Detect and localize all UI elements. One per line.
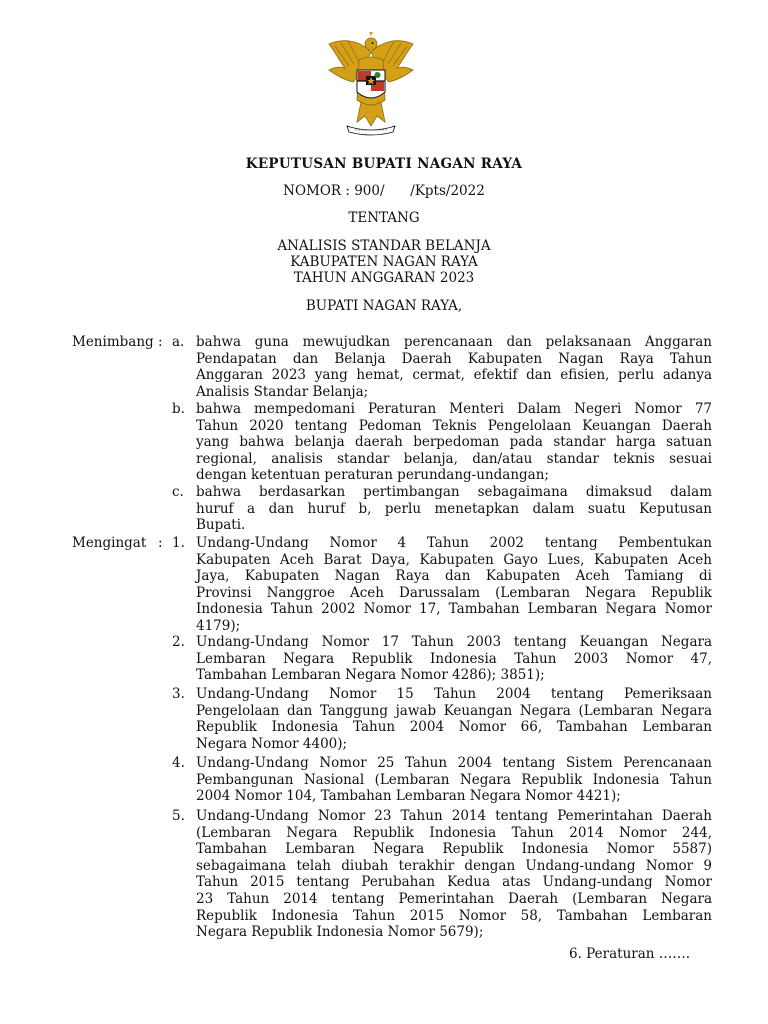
text-line: Undang-Undang Nomor 25 Tahun 2004 tentang Sistem Perencanaan: [196, 755, 712, 771]
item-marker: 1.: [172, 535, 185, 551]
item-text: [196, 634, 712, 684]
item-text: [196, 535, 712, 635]
mengingat-colon: :: [158, 535, 163, 551]
text-line: Jaya, Kabupaten Nagan Raya dan Kabupaten Aceh Tamiang di: [196, 568, 712, 585]
text-line: Pengelolaan dan Tanggung jawab Keuangan Negara (Lembaran Negara: [196, 702, 712, 719]
garuda-emblem: [321, 30, 421, 140]
item-marker: a.: [172, 334, 185, 350]
item-text: [196, 755, 712, 805]
text-line: Anggaran 2023 yang hemat, cermat, efektif dan efisien, perlu adanya: [196, 367, 712, 384]
item-marker: 5.: [172, 808, 185, 824]
text-line: Provinsi Nanggroe Aceh Darussalam (Lembaran Negara Republik: [196, 584, 712, 601]
text-line: bahwa guna mewujudkan perencanaan dan pelaksanaan Anggaran: [196, 334, 712, 350]
item-text: [196, 686, 712, 752]
text-line: Undang-Undang Nomor 17 Tahun 2003 tentang Keuangan Negara: [196, 634, 712, 650]
text-line: 4179);: [196, 617, 241, 634]
item-text: [196, 808, 712, 941]
text-line: Undang-Undang Nomor 4 Tahun 2002 tentang Pembentukan: [196, 535, 712, 551]
text-line: huruf a dan huruf b, perlu menetapkan dalam suatu Keputusan: [196, 500, 712, 517]
text-line: Pembangunan Nasional (Lembaran Negara Republik Indonesia Tahun: [196, 771, 712, 788]
text-line: Undang-Undang Nomor 23 Tahun 2014 tentang Pemerintahan Daerah: [196, 808, 712, 824]
item-marker: b.: [172, 401, 185, 417]
text-line: Republik Indonesia Tahun 2015 Nomor 58, Tambahan Lembaran: [196, 907, 712, 924]
item-marker: 4.: [172, 755, 185, 771]
text-line: 2004 Nomor 104, Tambahan Lembaran Negara Nomor 4421);: [196, 788, 621, 805]
item-marker: 2.: [172, 634, 185, 650]
text-line: (Lembaran Negara Republik Indonesia Tahun 2014 Nomor 244,: [196, 824, 712, 841]
document-title: KEPUTUSAN BUPATI NAGAN RAYA: [245, 156, 523, 172]
text-line: bahwa mempedomani Peraturan Menteri Dalam Negeri Nomor 77: [196, 401, 712, 417]
text-line: dengan ketentuan peraturan perundang-undangan;: [196, 467, 549, 484]
text-line: Bupati.: [196, 517, 246, 534]
text-line: 23 Tahun 2014 tentang Pemerintahan Daerah (Lembaran Negara: [196, 890, 712, 907]
menimbang-label: Menimbang: [72, 334, 154, 350]
text-line: Kabupaten Aceh Barat Daya, Kabupaten Gayo Lues, Kabupaten Aceh: [196, 551, 712, 568]
text-line: Analisis Standar Belanja;: [196, 383, 369, 400]
text-line: Republik Indonesia Tahun 2004 Nomor 66, Tambahan Lembaran: [196, 719, 712, 736]
item-text: [196, 334, 712, 400]
text-line: Tahun 2020 tentang Pedoman Teknis Pengelolaan Keuangan Daerah: [196, 417, 712, 434]
text-line: Lembaran Negara Republik Indonesia Tahun 2003 Nomor 47,: [196, 650, 712, 667]
continuation-note: 6. Peraturan …….: [569, 946, 691, 962]
text-line: sebagaimana telah diubah terakhir dengan Undang-undang Nomor 9: [196, 857, 712, 874]
text-line: Tahun 2015 tentang Perubahan Kedua atas Undang-undang Nomor: [196, 874, 712, 891]
text-line: Indonesia Tahun 2002 Nomor 17, Tambahan Lembaran Negara Nomor: [196, 601, 712, 618]
text-line: bahwa berdasarkan pertimbangan sebagaimana dimaksud dalam: [196, 484, 712, 500]
item-marker: 3.: [172, 686, 185, 702]
text-line: regional, analisis standar belanja, dan/atau standar teknis sesuai: [196, 450, 712, 467]
text-line: Negara Republik Indonesia Nomor 5679);: [196, 924, 484, 941]
issuer-heading: BUPATI NAGAN RAYA,: [305, 298, 463, 314]
item-marker: c.: [172, 484, 184, 500]
item-text: [196, 484, 712, 534]
mengingat-label: Mengingat: [72, 535, 147, 551]
document-number: NOMOR : 900/ /Kpts/2022: [283, 183, 485, 199]
subject-block: [0, 238, 768, 286]
text-line: yang bahwa belanja daerah berpedoman pada standar harga satuan: [196, 434, 712, 451]
text-line: Tambahan Lembaran Negara Nomor 4286); 3851);: [196, 667, 545, 684]
menimbang-colon: :: [158, 334, 163, 350]
subject-line-3: TAHUN ANGGARAN 2023: [293, 270, 475, 286]
text-line: Undang-Undang Nomor 15 Tahun 2004 tentang Pemeriksaan: [196, 686, 712, 702]
text-line: Negara Nomor 4400);: [196, 735, 348, 752]
tentang-heading: TENTANG: [348, 210, 420, 226]
text-line: Pendapatan dan Belanja Daerah Kabupaten Nagan Raya Tahun: [196, 350, 712, 367]
item-text: [196, 401, 712, 484]
subject-line-1: ANALISIS STANDAR BELANJA: [277, 238, 491, 254]
text-line: Tambahan Lembaran Negara Republik Indonesia Nomor 5587): [196, 841, 712, 858]
subject-line-2: KABUPATEN NAGAN RAYA: [290, 254, 478, 270]
